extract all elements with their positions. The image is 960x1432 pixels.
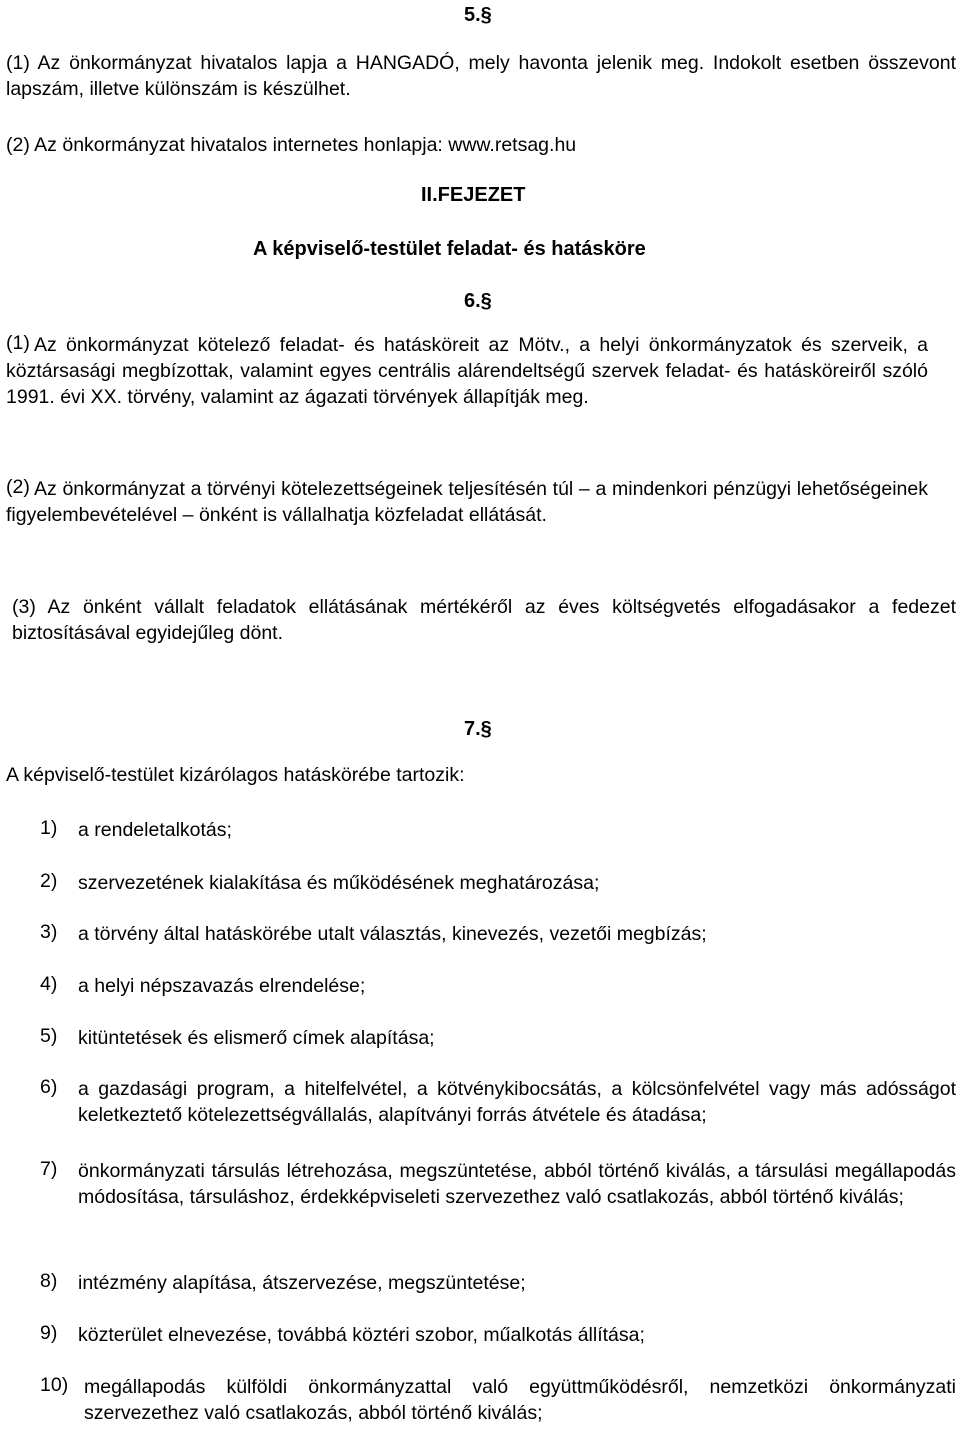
list-item-number: 4) bbox=[40, 973, 58, 995]
list-item-number: 6) bbox=[40, 1076, 58, 1098]
list-item-text: intézmény alapítása, átszervezése, megszüntetése; bbox=[78, 1272, 526, 1294]
list-item-number: 10) bbox=[40, 1374, 69, 1396]
section-5-paragraph-2: (2) Az önkormányzat hivatalos internetes honlapja: www.retsag.hu bbox=[6, 134, 577, 156]
list-item-text: a gazdasági program, a hitelfelvétel, a kötvénykibocsátás, a kölcsönfelvétel vagy más adósságot keletkeztető kötelezettségvállalás, alapítványi forrás átvétele és átadása; bbox=[78, 1078, 956, 1126]
section-6-paragraph-1-number: (1) bbox=[6, 332, 30, 354]
section-6-paragraph-1: Az önkormányzat kötelező feladat- és hatásköreit az Mötv., a helyi önkormányzatok és szerveik, a köztársasági megbízottak, valamint egyes centrális alárendeltségű szervek feladat- és hatásköreiről szóló 1991. évi XX. törvény, valamint az ágazati törvények állapítják meg. bbox=[6, 334, 928, 408]
list-item-text: szervezetének kialakítása és működésének meghatározása; bbox=[78, 872, 600, 894]
section-5-title: 5.§ bbox=[464, 4, 492, 26]
list-item-text: megállapodás külföldi önkormányzattal való együttműködésről, nemzetközi önkormányzati szervezethez való csatlakozás, abból történő kiválás; bbox=[84, 1376, 956, 1424]
list-item-number: 3) bbox=[40, 921, 58, 943]
chapter-subtitle: A képviselő-testület feladat- és hatásköre bbox=[253, 238, 646, 260]
list-item-number: 1) bbox=[40, 817, 58, 839]
list-item-text: önkormányzati társulás létrehozása, megszüntetése, abból történő kiválás, a társulási megállapodás módosítása, társuláshoz, érdekképviseleti szervezethez való csatlakozás, abból történő kiválás; bbox=[78, 1160, 956, 1208]
section-6-paragraph-2: Az önkormányzat a törvényi kötelezettségeinek teljesítésén túl – a mindenkori pénzügyi lehetőségeinek figyelembevételével – önként is vállalhatja közfeladat ellátását. bbox=[6, 478, 928, 526]
list-item-number: 2) bbox=[40, 870, 58, 892]
section-6-title: 6.§ bbox=[464, 290, 492, 312]
section-6-paragraph-2-number: (2) bbox=[6, 476, 30, 498]
section-6-paragraph-3: (3) Az önként vállalt feladatok ellátásának mértékéről az éves költségvetés elfogadásakor a fedezet biztosításával egyidejűleg dönt. bbox=[12, 596, 956, 644]
list-item-text: a rendeletalkotás; bbox=[78, 819, 232, 841]
section-5-paragraph-1: (1) Az önkormányzat hivatalos lapja a HANGADÓ, mely havonta jelenik meg. Indokolt esetben összevont lapszám, illetve különszám is készülhet. bbox=[6, 52, 956, 100]
list-item-text: a törvény által hatáskörébe utalt választás, kinevezés, vezetői megbízás; bbox=[78, 923, 707, 945]
section-7-intro: A képviselő-testület kizárólagos hatáskörébe tartozik: bbox=[6, 764, 465, 786]
list-item-text: kitüntetések és elismerő címek alapítása; bbox=[78, 1027, 435, 1049]
section-7-title: 7.§ bbox=[464, 718, 492, 740]
list-item-number: 5) bbox=[40, 1025, 58, 1047]
list-item-text: a helyi népszavazás elrendelése; bbox=[78, 975, 366, 997]
list-item-number: 9) bbox=[40, 1322, 58, 1344]
list-item-number: 8) bbox=[40, 1270, 58, 1292]
list-item-text: közterület elnevezése, továbbá köztéri szobor, műalkotás állítása; bbox=[78, 1324, 645, 1346]
chapter-title: II.FEJEZET bbox=[421, 184, 526, 206]
list-item-number: 7) bbox=[40, 1158, 58, 1180]
